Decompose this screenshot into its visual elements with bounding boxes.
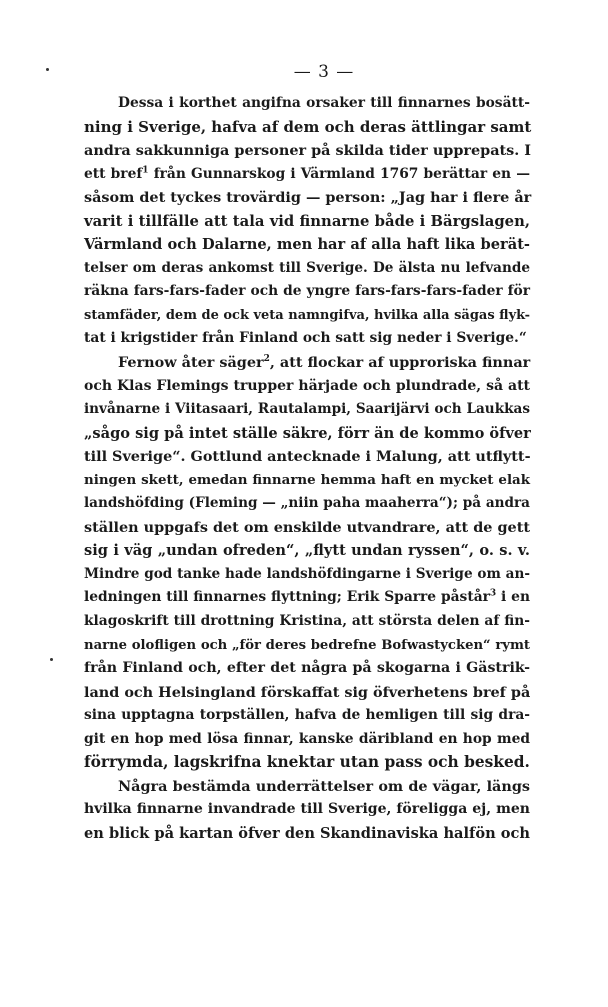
text-line: Några bestämda underrättelser om de vägar, längs — [118, 777, 530, 795]
text-line: narne olofligen och „för deres bedrefne Bofwastycken“ rymt — [84, 637, 530, 653]
text-line: och Klas Flemings trupper härjade och plundrade, så att — [84, 377, 530, 394]
text-line: sina upptagna torpställen, hafva de hemligen till sig dra- — [84, 707, 530, 724]
text-line: git en hop med lösa finnar, kanske däribland en hop med — [84, 730, 530, 747]
text-line: från Finland och, efter det några på skogarna i Gästrik- — [84, 660, 530, 677]
text-line: räkna fars-fars-fader och de yngre fars-fars-fars-fader för — [84, 283, 530, 300]
text-line: ställen uppgafs det om enskilde utvandrare, att de gett — [84, 518, 530, 536]
text-line: såsom det tyckes trovärdig — person: „Jag har i flere år — [84, 189, 532, 207]
footnote-ref: 3 — [489, 588, 497, 599]
text-line: telser om deras ankomst till Sverige. De älsta nu lefvande — [84, 259, 530, 276]
text-line: klagoskrift till drottning Kristina, att största delen af fin- — [84, 613, 530, 630]
text-line: ning i Sverige, hafva af dem och deras ättlingar samt — [84, 117, 532, 136]
margin-mark — [50, 658, 53, 661]
text-line: Fernow åter säger$^2$, att flockar af upproriska finnar — [118, 354, 531, 372]
text-line: ett bref$^1$ från Gunnarskog i Värmland 1767 berättar en — — [84, 165, 530, 182]
text-line: ledningen till finnarnes flyttning; Erik Sparre påstår$^3$ i en — [84, 588, 530, 606]
text-line: Mindre god tanke hade landshöfdingarne i Sverige om an- — [84, 565, 530, 582]
text-line: varit i tillfälle att tala vid finnarne både i Bärgslagen, — [84, 212, 530, 230]
text-line: Dessa i korthet angifna orsaker till finnarnes bosätt- — [118, 95, 530, 111]
text-line: stamfäder, dem de ock veta namngifva, hvilka alla sägas flyk- — [84, 307, 531, 323]
text-line: tat i krigstider från Finland och satt sig neder i Sverige.“ — [84, 330, 527, 347]
text-line: Värmland och Dalarne, men har af alla haft lika berät- — [84, 236, 530, 254]
footnote-ref: 1 — [142, 165, 149, 176]
text-line: landshöfding (Fleming — „niin paha maaherra“); på andra — [84, 495, 530, 512]
text-line: en blick på kartan öfver den Skandinaviska halfön och — [84, 824, 530, 842]
text-line: land och Helsingland förskaffat sig öfverhetens bref på — [84, 683, 531, 701]
text-line: till Sverige“. Gottlund antecknade i Malung, att utflytt- — [84, 448, 531, 466]
text-line: invånarne i Viitasaari, Rautalampi, Saarijärvi och Laukkas — [84, 401, 530, 418]
text-line: förrymda, lagskrifna knektar utan pass och besked. — [84, 753, 530, 772]
page-number: — 3 — — [293, 62, 355, 82]
text-line: sig i väg „undan ofreden“, „flytt undan ryssen“, o. s. v. — [84, 542, 530, 560]
text-line: ningen skett, emedan finnarne hemma haft en mycket elak — [84, 471, 530, 488]
footnote-ref: 2 — [263, 354, 270, 365]
body-text — [84, 92, 530, 846]
text-line: hvilka finnarne invandrade till Sverige, föreligga ej, men — [84, 801, 530, 818]
text-line: andra sakkunniga personer på skilda tider upprepats. I — [84, 142, 532, 160]
text-line: „sågo sig på intet ställe säkre, förr än de kommo öfver — [84, 424, 531, 442]
